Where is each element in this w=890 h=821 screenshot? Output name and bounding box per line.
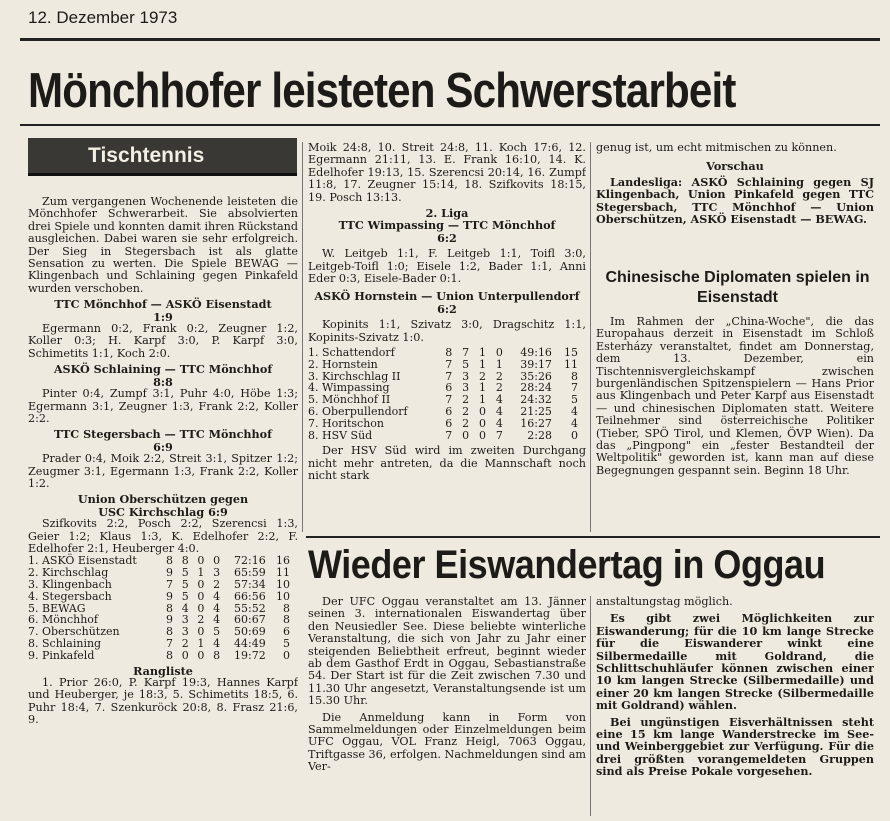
stat-cell: 4 — [495, 405, 503, 419]
table-row — [28, 650, 296, 662]
stat-cell: 0 — [197, 589, 205, 603]
team-name-cell: 8. Schlaining — [28, 636, 102, 650]
team-name-cell: 9. Pinkafeld — [28, 648, 95, 662]
stat-cell: 28:24 — [520, 381, 552, 395]
stat-cell: 4 — [181, 601, 189, 615]
stat-cell: 1 — [197, 636, 205, 650]
match-subheading: USC Kirchschlag 6:9 — [98, 504, 228, 519]
match-heading: TTC Stegersbach — TTC Mönchhof — [54, 427, 272, 442]
stat-cell: 0 — [283, 648, 290, 662]
stat-cell: 16:27 — [520, 416, 552, 430]
stat-cell: 9 — [165, 613, 173, 627]
stat-cell: 16 — [276, 554, 290, 568]
stat-cell: 2 — [462, 416, 470, 430]
column-4 — [308, 596, 586, 816]
stat-cell: 0 — [197, 601, 205, 615]
china-article-text: Im Rahmen der „China-Woche", die das Europahaus derzeit in Eisenstadt im Schloß Esterházy veranstaltet, findet am Donnerstag, dem 13. Dezember, ein Tischtennisvergleichskampf zwischen burgenländischen Spitzenspielern — Hans Prior aus Klingenbach und Peter Karpf aus Eisenstadt — und chinesischen Diplomaten statt. Weitere Teilnehmer sind österreichische Politiker (Tieber, SPÖ Tirol, und Klemen, ÖVP Wien). Da das „Pingpong" ein „fester Bestandteil der Weltpolitik" geworden ist, kann man auf diese Begegnungen gespannt sein. Beginn 18 Uhr. — [596, 316, 874, 477]
stat-cell: 5 — [571, 393, 578, 407]
stat-cell: 8 — [283, 613, 290, 627]
table-row — [28, 579, 296, 591]
oggau-paragraph-4: Bei ungünstigen Eisverhältnissen steht eine 15 km lange Wanderstrecke im See- und Weinberggebiet zur Verfügung. Für die drei größten vorangemeldeten Gruppen sind als Preise Pokale vorgesehen. — [596, 714, 874, 779]
stat-cell: 8 — [165, 648, 173, 662]
stat-cell: 0 — [479, 428, 487, 442]
stat-cell: 0 — [495, 346, 503, 360]
match-score: 1:9 — [153, 309, 173, 324]
team-name-cell: 6. Mönchhof — [28, 613, 98, 627]
rangliste-continued: Moik 24:8, 10. Streit 24:8, 11. Koch 17:6, 12. Egermann 21:11, 13. E. Frank 16:10, 14. K. Edelhofer 19:13, 15. Szerencsi 20:14, 16. Zumpf 11:8, 17. Zeugner 15:14, 18. Szifkovits 18:15, 19. Posch 13:13. — [308, 142, 586, 204]
match-heading: ASKÖ Hornstein — Union Unterpullendorf 6:2 — [314, 289, 580, 316]
stat-cell: 8 — [165, 625, 173, 639]
stat-cell: 0 — [479, 405, 487, 419]
stat-cell: 3 — [181, 625, 189, 639]
stat-cell: 35:26 — [520, 369, 552, 383]
match-heading: Union Oberschützen gegen — [77, 492, 249, 507]
team-name-cell: 4. Wimpassing — [308, 381, 390, 395]
team-name-cell: 5. BEWAG — [28, 601, 86, 615]
stat-cell: 1 — [495, 357, 503, 371]
stat-cell: 4 — [213, 613, 221, 627]
column-3-top — [596, 142, 874, 262]
stat-cell: 4 — [571, 416, 578, 430]
stat-cell: 3 — [181, 613, 189, 627]
match-heading: ASKÖ Schlaining — TTC Mönchhof — [53, 362, 273, 377]
stat-cell: 8 — [445, 346, 453, 360]
stat-cell: 4 — [213, 589, 221, 603]
stat-cell: 57:34 — [234, 577, 266, 591]
stat-cell: 4 — [213, 636, 221, 650]
stat-cell: 2 — [213, 577, 221, 591]
continued-text: genug ist, um echt mitmischen zu können. — [596, 142, 837, 154]
stat-cell: 7 — [445, 369, 453, 383]
oggau-paragraph-3: Es gibt zwei Möglichkeiten zur Eiswanderung; für die 10 km lange Strecke für die Eiswanderer winkt eine Silbermedaille mit Goldrand, die Schlittschuhläufer können zwischen einer 10 km langen Strecke (Silbermedaille) und einer 20 km langen Strecke (Silbermedaille mit Goldrand) wählen. — [596, 611, 874, 713]
stat-cell: 6 — [445, 405, 453, 419]
stat-cell: 65:59 — [234, 566, 266, 580]
stat-cell: 3 — [213, 566, 221, 580]
stat-cell: 9 — [165, 566, 173, 580]
team-name-cell: 2. Kirchschlag — [28, 566, 109, 580]
match-heading: TTC Mönchhof — ASKÖ Eisenstadt — [54, 297, 272, 312]
column-2 — [308, 142, 586, 532]
match-score: 8:8 — [153, 374, 173, 389]
stat-cell: 2 — [462, 393, 470, 407]
stat-cell: 5 — [462, 357, 470, 371]
table-row — [28, 591, 296, 603]
stat-cell: 1 — [479, 346, 487, 360]
team-name-cell: 7. Horitschon — [308, 416, 385, 430]
match-result-text: Egermann 0:2, Frank 0:2, Zeugner 1:2, Koller 0:3; H. Karpf 3:0, P. Karpf 3:0, Schimetits 1:1, Koch 2:0. — [28, 322, 298, 360]
stat-cell: 2 — [495, 369, 503, 383]
stat-cell: 2 — [181, 636, 189, 650]
stat-cell: 5 — [181, 566, 189, 580]
stat-cell: 7 — [445, 428, 453, 442]
stat-cell: 0 — [462, 428, 470, 442]
team-name-cell: 8. HSV Süd — [308, 428, 373, 442]
match-result-text: Pinter 0:4, Zumpf 3:1, Puhr 4:0, Höbe 1:3; Egermann 3:1, Zeugner 1:3, Frank 2:2, Koller 2:2. — [28, 387, 298, 425]
stat-cell: 9 — [165, 589, 173, 603]
oggau-paragraph-1: Der UFC Oggau veranstaltet am 13. Jänner seinen 3. internationalen Eiswandertag über den Neusiedler See. Diese beliebte winterliche Veranstaltung, die sich von Jahr zu Jahr einer steigenden Beliebtheit erfreut, beginnt wieder ab dem Gasthof Erdt in Oggau, Sebastianstraße 54. Der Start ist für die Zeit zwischen 7.30 und 11.30 Uhr angesetzt, Veranstaltungsende ist um 15.30 Uhr. — [308, 596, 586, 708]
column-divider — [590, 596, 591, 816]
stat-cell: 10 — [276, 589, 290, 603]
stat-cell: 15 — [564, 346, 578, 360]
column-5 — [596, 596, 874, 816]
stat-cell: 3 — [462, 381, 470, 395]
match-result-text: Szifkovits 2:2, Posch 2:2, Szerencsi 1:3, Geier 1:2; Klaus 1:3, K. Edelhofer 2:2, F. Edelhofer 2:1, Heuberger 4:0. — [28, 517, 298, 555]
stat-cell: 1 — [479, 357, 487, 371]
stat-cell: 6 — [283, 625, 290, 639]
table-row — [308, 418, 584, 430]
team-name-cell: 2. Hornstein — [308, 357, 378, 371]
stat-cell: 1 — [479, 381, 487, 395]
column-divider — [590, 142, 591, 532]
stat-cell: 7 — [571, 381, 578, 395]
stat-cell: 8 — [165, 554, 173, 568]
stat-cell: 49:16 — [520, 346, 552, 360]
vorschau-heading: Vorschau — [706, 159, 764, 174]
stat-cell: 8 — [571, 369, 578, 383]
standings-table-landesliga — [28, 555, 296, 661]
stat-cell: 7 — [445, 393, 453, 407]
section-title: Tischtennis — [88, 144, 205, 167]
stat-cell: 66:56 — [234, 589, 266, 603]
intro-paragraph: Zum vergangenen Wochenende leisteten die Mönchhofer Schwerarbeit. Sie absolvierten drei Spiele und konnten damit ihren Rückstand ausgleichen. Dabei waren sie sehr erfolgreich. Der Sieg in Stegersbach ist als glatte Sensation zu werten. Die Spiele BEWAG — Klingenbach und Schlaining gegen Pinkafeld wurden verschoben. — [28, 196, 298, 295]
stat-cell: 4 — [495, 416, 503, 430]
stat-cell: 4 — [571, 405, 578, 419]
team-name-cell: 3. Kirchschlag II — [308, 369, 401, 383]
table-row — [28, 638, 296, 650]
stat-cell: 7 — [495, 428, 503, 442]
stat-cell: 2:28 — [527, 428, 552, 442]
column-3-bottom — [596, 316, 874, 532]
stat-cell: 44:49 — [234, 636, 266, 650]
team-name-cell: 1. Schattendorf — [308, 346, 395, 360]
team-name-cell: 7. Oberschützen — [28, 625, 120, 639]
stat-cell: 2 — [495, 381, 503, 395]
stat-cell: 7 — [165, 636, 173, 650]
stat-cell: 19:72 — [234, 648, 266, 662]
stat-cell: 0 — [479, 416, 487, 430]
team-name-cell: 3. Klingenbach — [28, 577, 112, 591]
rangliste-text: 1. Prior 26:0, P. Karpf 19:3, Hannes Karpf und Heuberger, je 18:3, 5. Schimetits 18:5, 6. Puhr 18:4, 7. Szenkuröck 20:8, 8. Frasz 21:6, 9. — [28, 675, 298, 727]
stat-cell: 50:69 — [234, 625, 266, 639]
main-headline: Mönchhofer leisteten Schwerstarbeit — [28, 64, 736, 118]
stat-cell: 8 — [213, 648, 221, 662]
match-result-text: Kopinits 1:1, Szivatz 3:0, Dragschitz 1:1, Kopinits-Szivatz 1:0. — [308, 318, 586, 344]
stat-cell: 39:17 — [520, 357, 552, 371]
article-rule — [306, 536, 880, 538]
stat-cell: 0 — [197, 554, 205, 568]
stat-cell: 0 — [197, 625, 205, 639]
team-name-cell: 5. Mönchhof II — [308, 393, 391, 407]
stat-cell: 21:25 — [520, 405, 552, 419]
match-score: 6:9 — [153, 439, 173, 454]
match-heading: TTC Wimpassing — TTC Mönchhof — [338, 218, 556, 233]
stat-cell: 11 — [564, 357, 578, 371]
stat-cell: 10 — [276, 577, 290, 591]
stat-cell: 5 — [213, 625, 221, 639]
stat-cell: 4 — [213, 601, 221, 615]
stat-cell: 4 — [495, 393, 503, 407]
stat-cell: 11 — [276, 566, 290, 580]
column-divider — [302, 142, 303, 532]
stat-cell: 8 — [165, 601, 173, 615]
team-name-cell: 1. ASKÖ Eisenstadt — [28, 554, 137, 568]
hsv-note: Der HSV Süd wird im zweiten Durchgang nicht mehr antreten, da die Mannschaft noch nicht stark — [308, 444, 586, 483]
stat-cell: 0 — [213, 554, 221, 568]
stat-cell: 5 — [181, 577, 189, 591]
stat-cell: 2 — [479, 369, 487, 383]
top-rule — [20, 38, 880, 41]
stat-cell: 72:16 — [234, 554, 266, 568]
stat-cell: 1 — [479, 393, 487, 407]
oggau-paragraph-2: Die Anmeldung kann in Form von Sammelmeldungen oder Einzelmeldungen beim UFC Oggau, VOL Franz Heigl, 7063 Oggau, Triftgasse 36, erfolgen. Nachmeldungen sind am Ver- — [308, 710, 586, 774]
stat-cell: 24:32 — [520, 393, 552, 407]
stat-cell: 0 — [197, 648, 205, 662]
stat-cell: 1 — [197, 566, 205, 580]
team-name-cell: 6. Oberpullendorf — [308, 405, 408, 419]
match-result-text: W. Leitgeb 1:1, F. Leitgeb 1:1, Toifl 3:0, Leitgeb-Toifl 1:0; Eisele 1:2, Bader 1:1, Anni Eder 0:3, Eisele-Bader 0:1. — [308, 247, 586, 286]
stat-cell: 3 — [462, 369, 470, 383]
column-1 — [28, 196, 298, 816]
stat-cell: 2 — [197, 613, 205, 627]
stat-cell: 0 — [181, 648, 189, 662]
rangliste-heading: Rangliste — [133, 663, 193, 678]
oggau-headline: Wieder Eiswandertag in Oggau — [308, 543, 826, 587]
stat-cell: 5 — [181, 589, 189, 603]
stat-cell: 0 — [197, 577, 205, 591]
headline-rule — [20, 124, 880, 126]
stat-cell: 8 — [283, 601, 290, 615]
section-banner — [28, 138, 297, 176]
team-name-cell: 4. Stegersbach — [28, 589, 112, 603]
stat-cell: 55:52 — [234, 601, 266, 615]
league-heading: 2. Liga — [425, 206, 469, 221]
stat-cell: 0 — [571, 428, 578, 442]
issue-date: 12. Dezember 1973 — [28, 8, 178, 27]
match-score: 6:2 — [437, 230, 457, 245]
table-row — [308, 430, 584, 442]
stat-cell: 6 — [445, 416, 453, 430]
stat-cell: 8 — [181, 554, 189, 568]
stat-cell: 7 — [445, 357, 453, 371]
oggau-continued: anstaltungstag möglich. — [596, 596, 733, 608]
stat-cell: 7 — [462, 346, 470, 360]
china-subheading: Chinesische Diplomaten spielen in Eisenstadt — [605, 269, 870, 306]
stat-cell: 2 — [462, 405, 470, 419]
stat-cell: 7 — [165, 577, 173, 591]
standings-table-2-liga — [308, 347, 584, 441]
vorschau-text: Landesliga: ASKÖ Schlaining gegen SJ Klingenbach, Union Pinkafeld gegen TTC Stegersbach, TTC Mönchhof — Union Oberschützen, ASKÖ Eisenstadt — BEWAG. — [596, 174, 874, 227]
stat-cell: 6 — [445, 381, 453, 395]
stat-cell: 5 — [283, 636, 290, 650]
table-row — [308, 359, 584, 371]
stat-cell: 60:67 — [234, 613, 266, 627]
match-result-text: Prader 0:4, Moik 2:2, Streit 3:1, Spitzer 1:2; Zeugmer 3:1, Egermann 1:3, Frank 2:2, Koller 1:2. — [28, 452, 298, 490]
